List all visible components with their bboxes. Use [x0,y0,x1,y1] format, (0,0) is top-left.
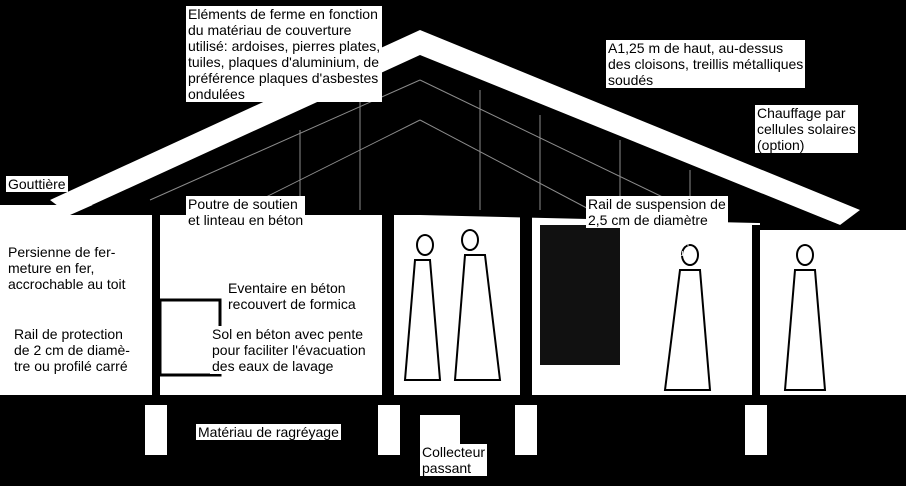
label-drain: Collecteur passant [422,444,486,476]
drain-pipe [420,415,460,445]
label-shutter: Persienne de fer- meture en fer, accrochable au toit [8,244,126,292]
label-rail-protection: Rail de protection de 2 cm de diamè- tre ou profilé carré [14,326,130,374]
label-meat-safe: Garde-viande en treillis métalliques soudés de 1,70 m³ de capacité [622,238,694,288]
label-screed: Matériau de ragréyage [198,424,339,440]
label-mesh: A1,25 m de haut, au-dessus des cloisons, treillis métalliques soudés [608,40,804,88]
label-solar: Chauffage par cellules solaires (option) [757,105,856,153]
meat-safe-panel [540,225,620,365]
label-gutter: Gouttière [8,176,66,192]
label-truss: Eléments de ferme en fonction du matériau de couverture utilisé: ardoises, pierres plates, tuiles, plaques d'aluminium, de préférence plaques d'asbestes ondulées [188,6,381,102]
far-right-wall [760,230,906,395]
ground-line [0,395,906,399]
label-beam: Poutre de soutien et linteau en béton [188,196,304,228]
label-floor: Sol en béton avec pente pour faciliter l'évacuation des eaux de lavage [212,326,366,374]
label-counter: Eventaire en béton recouvert de formica [228,280,356,312]
label-rail-suspension: Rail de suspension de 2,5 cm de diamètre [588,196,726,228]
